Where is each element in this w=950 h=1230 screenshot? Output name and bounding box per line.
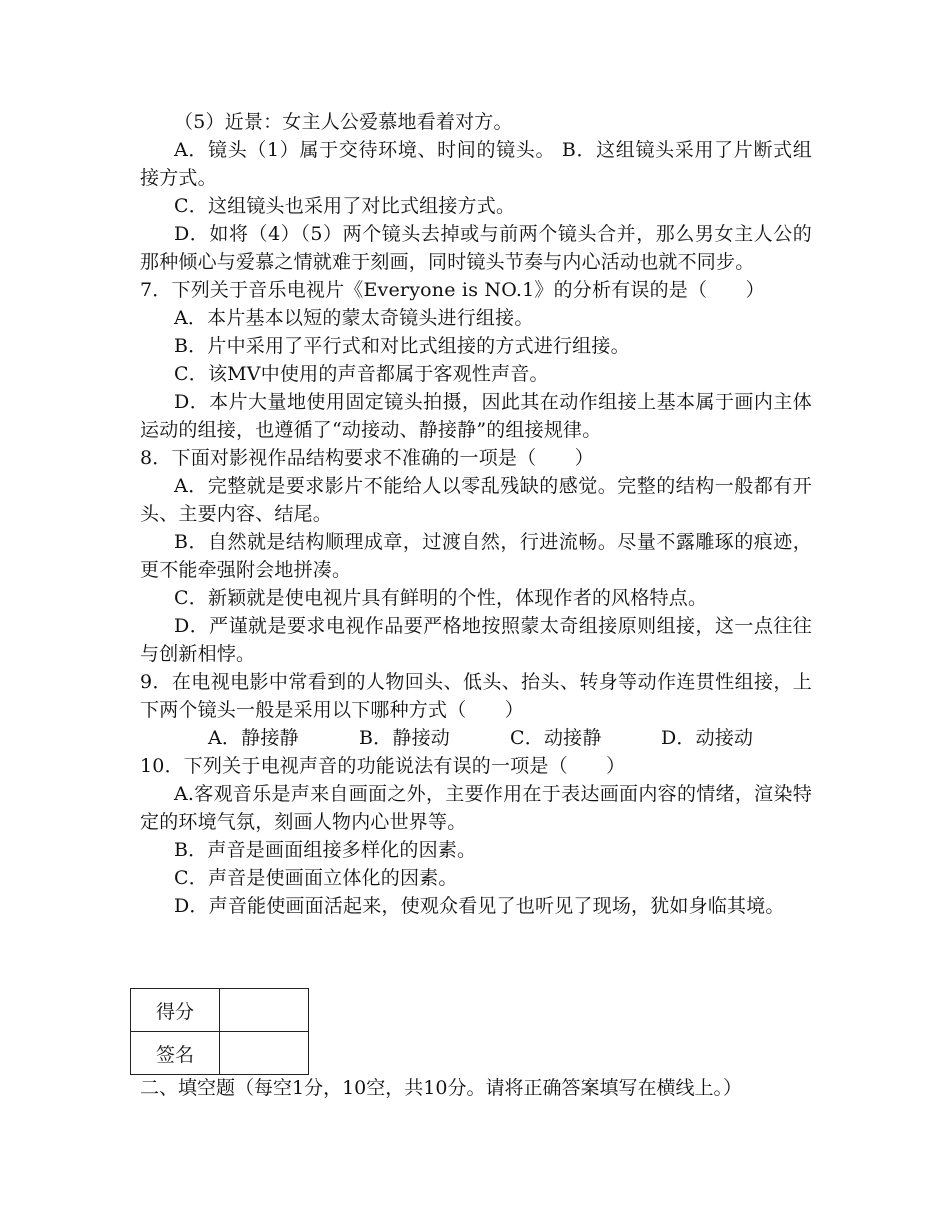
q8-option-a: A．完整就是要求影片不能给人以零乱残缺的感觉。完整的结构一般都有开头、主要内容、结尾。 (140, 475, 812, 525)
q9-option-c: C．动接静 (510, 727, 602, 749)
q7-option-b: B．片中采用了平行式和对比式组接的方式进行组接。 (174, 335, 630, 357)
q8-option-b: B．自然就是结构顺理成章，过渡自然，行进流畅。尽量不露雕琢的痕迹，更不能牵强附会地拼凑。 (140, 531, 812, 581)
sign-row (131, 1032, 309, 1075)
score-table (130, 988, 309, 1075)
section-two-heading: 二、填空题（每空1分，10空，共10分。请将正确答案填写在横线上。） (140, 1077, 742, 1099)
sign-cell[interactable] (220, 1032, 309, 1075)
score-label: 得分 (131, 989, 220, 1032)
q9-options (140, 724, 812, 752)
sign-label: 签名 (131, 1032, 220, 1075)
q10-option-a: A.客观音乐是声来自画面之外，主要作用在于表达画面内容的情绪，渲染特定的环境气氛，刻画人物内心世界等。 (140, 783, 812, 833)
q7-option-d: D．本片大量地使用固定镜头拍摄，因此其在动作组接上基本属于画内主体运动的组接，也遵循了“动接动、静接静”的组接规律。 (140, 391, 812, 441)
q8-option-c: C．新颖就是使电视片具有鲜明的个性，体现作者的风格特点。 (174, 587, 708, 609)
q7-stem: 7．下列关于音乐电视片《Everyone is NO.1》的分析有误的是（ ） (140, 279, 765, 301)
q9-option-a: A．静接静 (208, 727, 299, 749)
q7-option-a: A．本片基本以短的蒙太奇镜头进行组接。 (174, 307, 534, 329)
q8-option-d: D．严谨就是要求电视作品要严格地按照蒙太奇组接原则组接，这一点往往与创新相悖。 (140, 615, 812, 665)
q6-shot5: （5）近景：女主人公爱慕地看着对方。 (174, 111, 513, 133)
q6-option-d: D．如将（4）（5）两个镜头去掉或与前两个镜头合并，那么男女主人公的那种倾心与爱慕之情就难于刻画，同时镜头节奏与内心活动也就不同步。 (140, 223, 812, 273)
score-cell[interactable] (220, 989, 309, 1032)
q10-option-d: D．声音能使画面活起来，使观众看见了也听见了现场，犹如身临其境。 (174, 895, 785, 917)
q10-option-c: C．声音是使画面立体化的因素。 (174, 867, 458, 889)
q6-option-ab: A．镜头（1）属于交待环境、时间的镜头。 B．这组镜头采用了片断式组接方式。 (140, 139, 812, 189)
q10-option-b: B．声音是画面组接多样化的因素。 (174, 839, 477, 861)
q10-stem: 10．下列关于电视声音的功能说法有误的一项是（ ） (140, 755, 626, 777)
q9-stem: 9．在电视电影中常看到的人物回头、低头、抬头、转身等动作连贯性组接，上下两个镜头一般是采用以下哪种方式（ ） (140, 671, 812, 721)
q9-option-d: D．动接动 (661, 727, 754, 749)
q7-option-c: C．该MV中使用的声音都属于客观性声音。 (174, 363, 549, 385)
score-row (131, 989, 309, 1032)
q8-stem: 8．下面对影视作品结构要求不准确的一项是（ ） (140, 447, 594, 469)
q6-option-c: C．这组镜头也采用了对比式组接方式。 (174, 195, 516, 217)
question-content (140, 108, 812, 920)
q9-option-b: B．静接动 (359, 727, 450, 749)
